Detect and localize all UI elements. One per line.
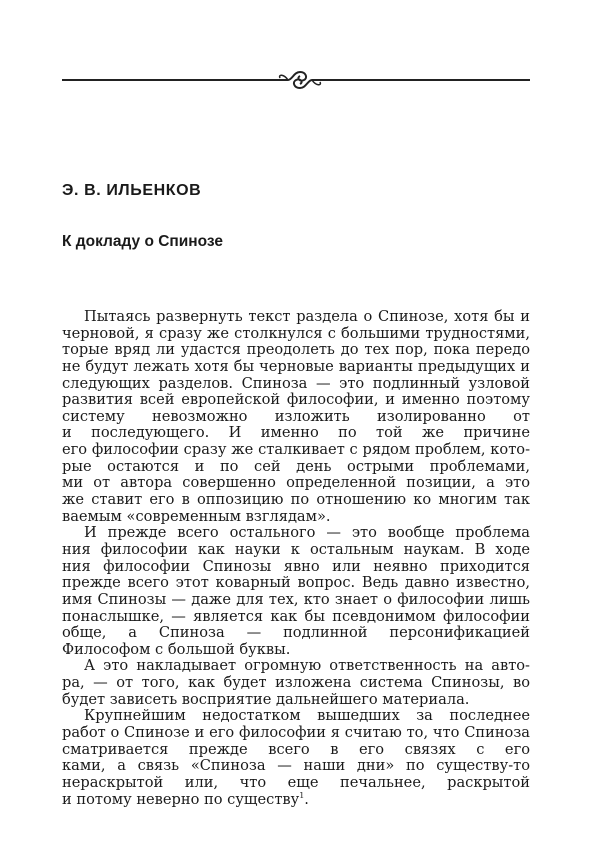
text-line-content: имя Спинозы — даже для тех, кто знает о философии лишь	[62, 591, 530, 608]
text-line-content: развития всей европейской философии, и именно поэтому	[62, 392, 530, 409]
text-line	[62, 525, 530, 542]
text-line-content: не будут лежать хотя бы черновые варианты предыдущих и	[62, 358, 530, 375]
text-line-content: ра, — от того, как будет изложена система Спинозы, во	[62, 675, 530, 692]
flourish-ornament-icon	[270, 66, 330, 94]
text-line	[62, 792, 530, 809]
text-line	[62, 492, 530, 509]
text-line	[62, 559, 530, 576]
paragraph	[62, 658, 530, 708]
text-line-content: ния философии как науки к остальным наукам. В ходе	[62, 541, 530, 558]
text-line-content: же ставит его в оппозицию по отношению ко многим так	[62, 492, 530, 509]
header-rule-right	[326, 79, 530, 81]
text-line	[62, 409, 530, 426]
text-line	[62, 725, 530, 742]
text-line	[62, 342, 530, 359]
text-line-content: А это накладывает огромную ответственность на авто-	[84, 658, 530, 675]
text-line-content: Крупнейшим недостатком вышедших за последнее	[84, 708, 530, 725]
text-line-content: ваемым «современным взглядам».	[62, 508, 331, 525]
text-line	[62, 625, 530, 642]
text-line	[62, 658, 530, 675]
header-rule-left	[62, 79, 274, 81]
text-line-content: нераскрытой или, что еще печальнее, раскрытой	[62, 774, 530, 791]
text-line	[62, 742, 530, 759]
text-line-content: сматривается прежде всего в его связях с его	[62, 741, 530, 758]
text-line	[62, 708, 530, 725]
paragraph	[62, 525, 530, 658]
text-line	[62, 758, 530, 775]
text-line-content: работ о Спинозе и его философии я считаю то, что Спиноза	[62, 725, 530, 742]
text-line-content: будет зависеть восприятие дальнейшего материала.	[62, 691, 470, 708]
text-line-content: ния философии Спинозы явно или неявно приходится	[62, 558, 530, 575]
text-line-content: черновой, я сразу же столкнулся с большими трудностями,	[62, 325, 530, 342]
text-line	[62, 442, 530, 459]
paragraph	[62, 309, 530, 525]
text-line	[62, 392, 530, 409]
text-line-content: и потому неверно по существу	[62, 791, 300, 808]
text-line	[62, 376, 530, 393]
text-line-content: Философом с большой буквы.	[62, 641, 291, 658]
text-line	[62, 642, 530, 659]
article-title: К докладу о Спинозе	[62, 233, 224, 250]
text-line-content: и последующего. И именно по той же причине	[62, 425, 530, 442]
text-line-content: ками, а связь «Спиноза — наши дни» по существу-то	[62, 758, 530, 775]
text-line-content: ми от автора совершенно определенной позиции, а это	[62, 475, 530, 492]
text-line	[62, 775, 530, 792]
text-line	[62, 459, 530, 476]
text-line-content: следующих разделов. Спиноза — это подлинный узловой	[62, 375, 530, 392]
author-name: Э. В. ИЛЬЕНКОВ	[62, 182, 202, 199]
text-line-content: торые вряд ли удастся преодолеть до тех пор, пока передо	[62, 342, 530, 359]
text-line	[62, 575, 530, 592]
text-line	[62, 592, 530, 609]
paragraph	[62, 708, 530, 808]
text-line	[62, 326, 530, 343]
text-line	[62, 609, 530, 626]
text-line	[62, 509, 530, 526]
text-line	[62, 309, 530, 326]
text-line	[62, 475, 530, 492]
text-line	[62, 675, 530, 692]
text-line-content: Пытаясь развернуть текст раздела о Спинозе, хотя бы и	[84, 309, 530, 325]
text-line	[62, 359, 530, 376]
text-line-content: И прежде всего остального — это вообще проблема	[84, 525, 530, 542]
text-line	[62, 692, 530, 709]
text-line-content: его философии сразу же сталкивает с рядом проблем, кото-	[62, 442, 530, 459]
text-line	[62, 425, 530, 442]
text-line	[62, 542, 530, 559]
text-line-content: обще, а Спиноза — подлинной персонификацией	[62, 625, 530, 642]
text-line-content: прежде всего этот коварный вопрос. Ведь давно известно,	[62, 575, 530, 592]
text-line-content: понаслышке, — является как бы псевдонимом философии	[62, 608, 530, 625]
final-punctuation: .	[304, 791, 309, 808]
footnote-marker[interactable]: 1	[299, 791, 305, 800]
text-line-content: систему невозможно изложить изолированно от	[62, 408, 530, 425]
text-line-content: рые остаются и по сей день острыми проблемами,	[62, 458, 530, 475]
article-body	[62, 309, 530, 808]
